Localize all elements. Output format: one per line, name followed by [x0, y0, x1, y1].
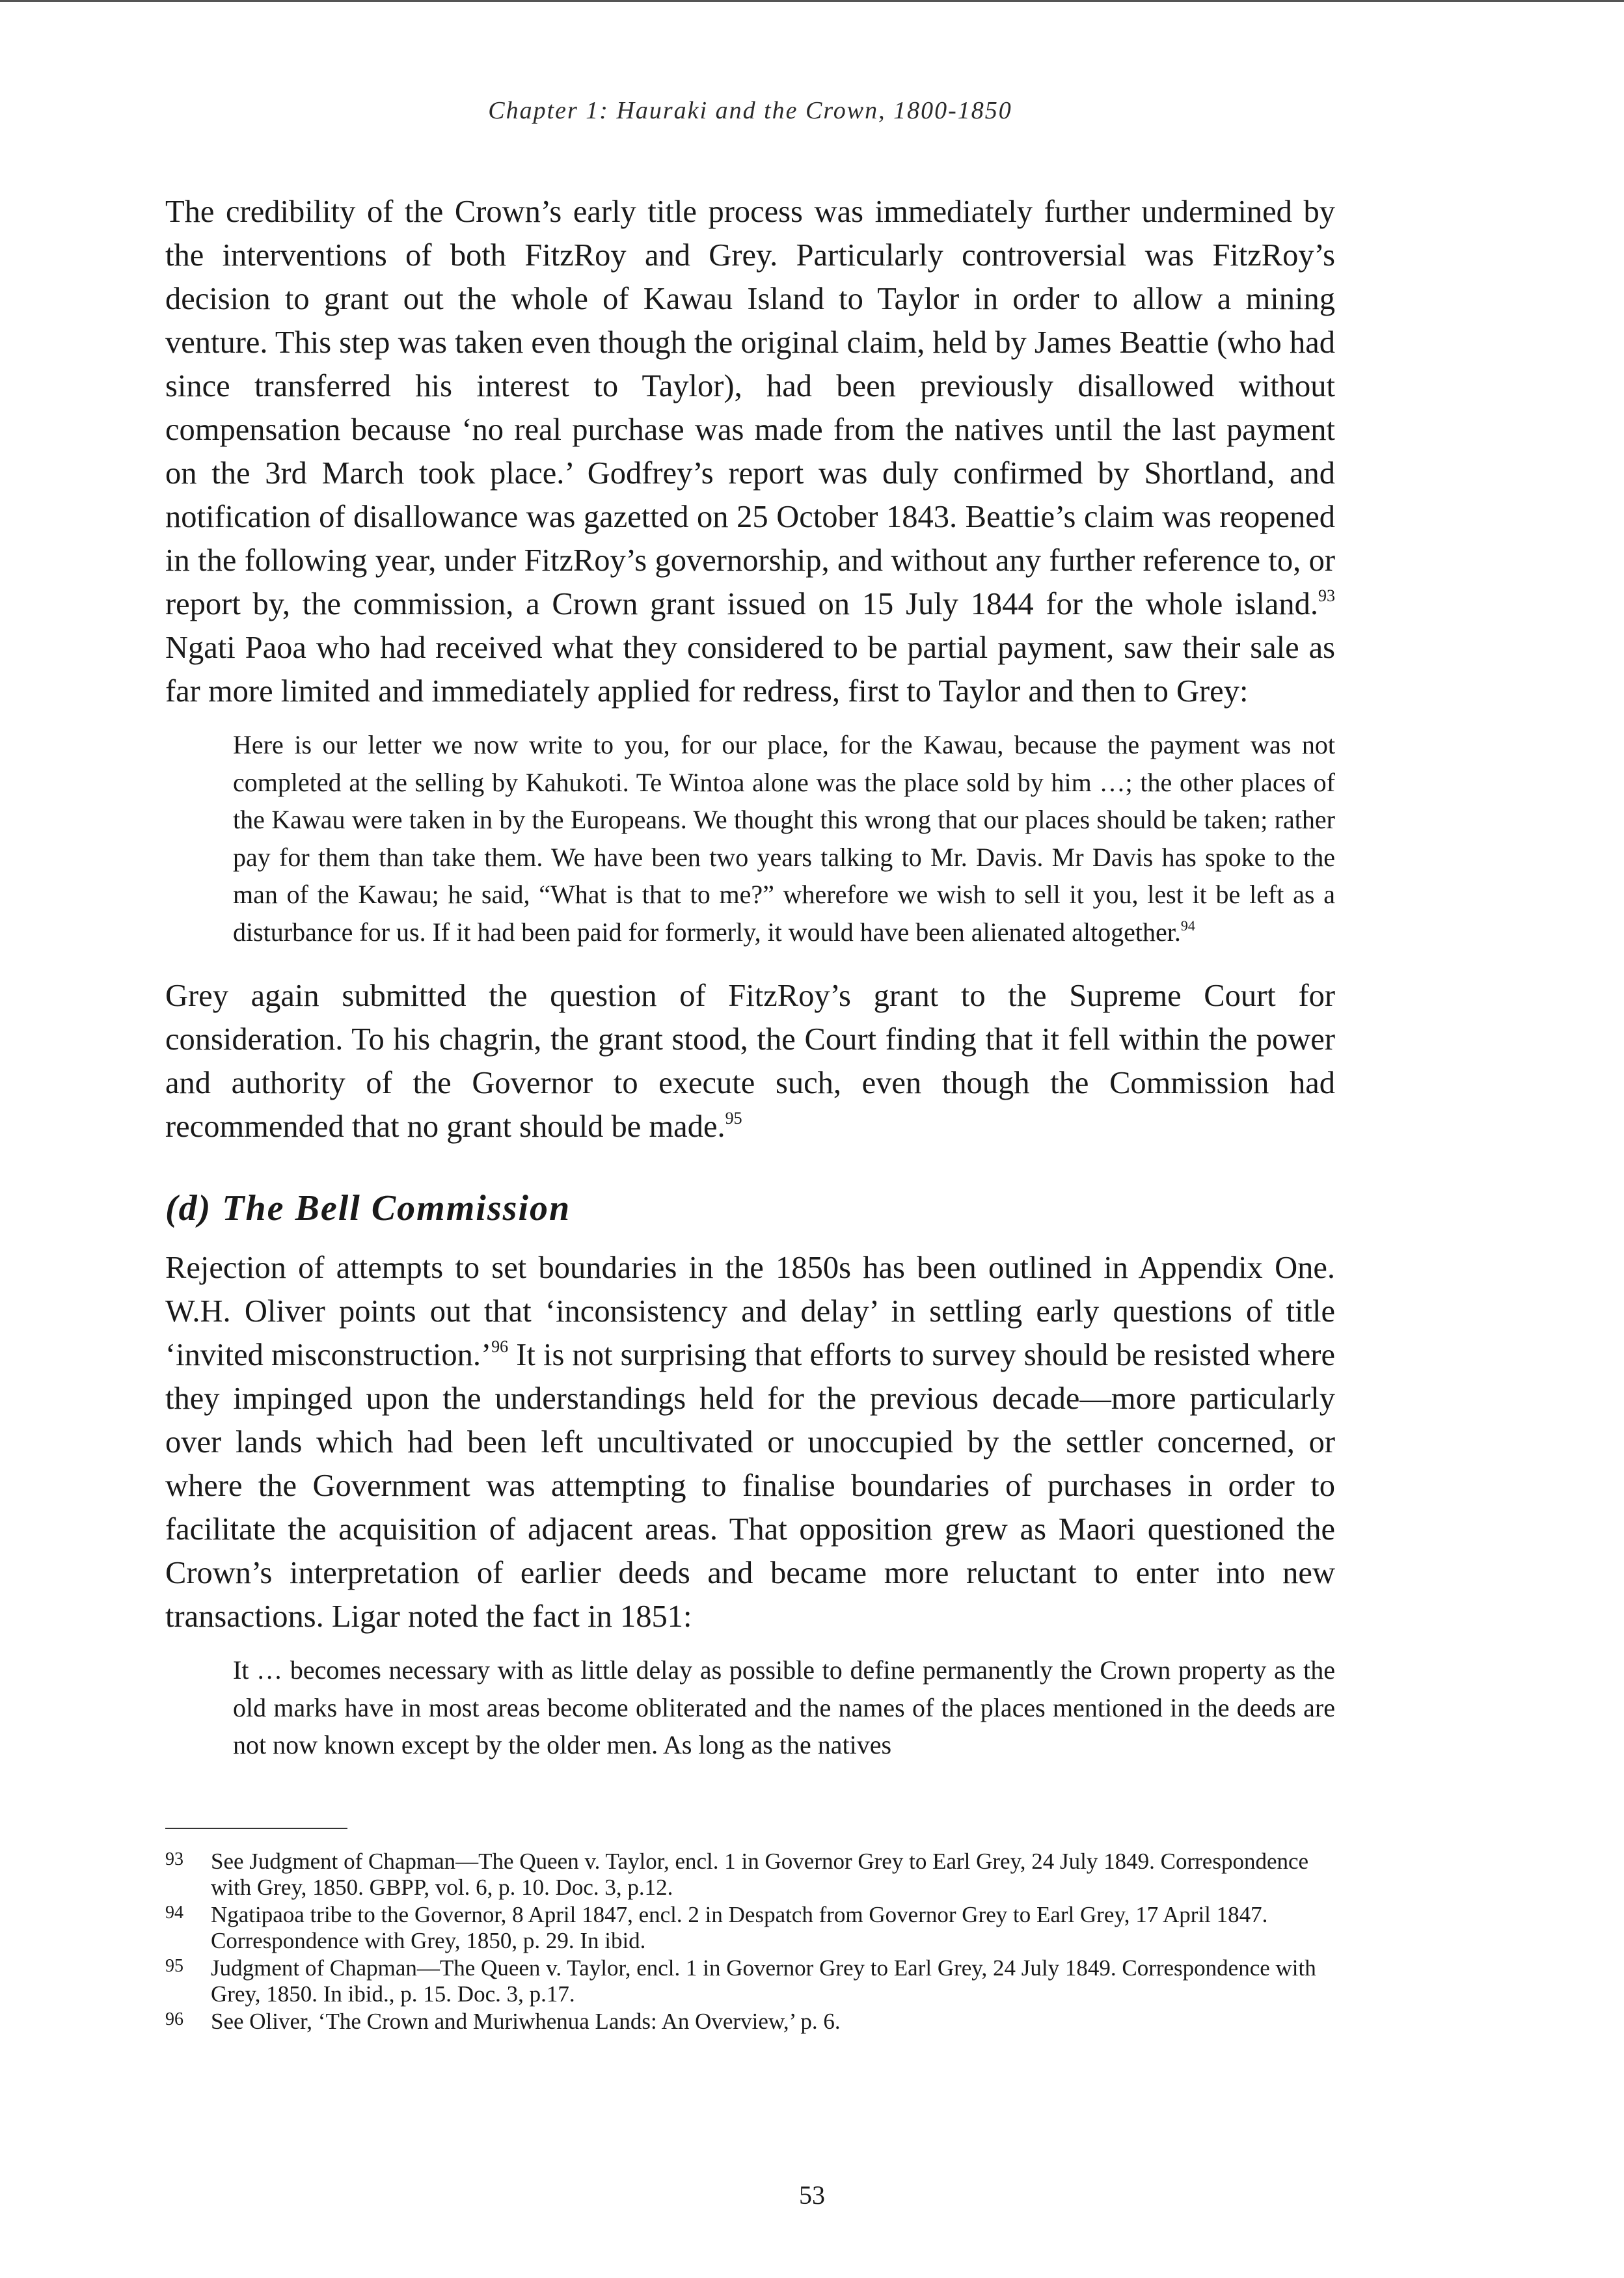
footnote-ref-95[interactable]: 95	[725, 1109, 742, 1128]
block-quote-ngatipaoa-letter	[233, 726, 1335, 951]
block-quote-ligar	[233, 1651, 1335, 1764]
quote-text: Here is our letter we now write to you, for our place, for the Kawau, because the payment was not completed at the selling by Kahukoti. Te Wintoa alone was the place sold by him …; the other places of the Kawau were taken in by the Europeans. We thought this wrong that our places should be taken; rather pay for them than take them. We have been two years talking to Mr. Davis. Mr Davis has spoke to the man of the Kawau; he said, “What is that to me?” wherefore we wish to sell it you, lest it be left as a disturbance for us. If it had been paid for formerly, it would have been alienated altogether.	[233, 730, 1335, 947]
footnote-number: 93	[165, 1849, 183, 1869]
footnote-ref-96[interactable]: 96	[491, 1337, 509, 1356]
footnote-96	[165, 2009, 1335, 2035]
footnote-divider	[165, 1828, 347, 1829]
paragraph-boundaries	[165, 1246, 1335, 1638]
footnote-text: Ngatipaoa tribe to the Governor, 8 April 1847, encl. 2 in Despatch from Governor Grey to Earl Grey, 17 April 1847. Correspondence with Grey, 1850, p. 29. In ibid.	[211, 1901, 1268, 1953]
paragraph-text: Grey again submitted the question of FitzRoy’s grant to the Supreme Court for consideration. To his chagrin, the grant stood, the Court finding that it fell within the power and authority of the Governor to execute such, even though the Commission had recommended that no grant should be made.	[165, 979, 1335, 1144]
paragraph-text: Rejection of attempts to set boundaries in the 1850s has been outlined in Appendix One. W.H. Oliver points out that ‘inconsistency and delay’ in settling early questions of title ‘invited misconstruction.’	[165, 1251, 1335, 1372]
top-border-rule	[0, 0, 1624, 2]
footnote-text: See Oliver, ‘The Crown and Muriwhenua Lands: An Overview,’ p. 6.	[211, 2008, 841, 2034]
footnote-text: See Judgment of Chapman—The Queen v. Taylor, encl. 1 in Governor Grey to Earl Grey, 24 July 1849. Correspondence with Grey, 1850. GBPP, vol. 6, p. 10. Doc. 3, p.12.	[211, 1848, 1309, 1900]
footnote-ref-93[interactable]: 93	[1318, 586, 1335, 605]
paragraph-text: The credibility of the Crown’s early title process was immediately further undermined by the interventions of both FitzRoy and Grey. Particularly controversial was FitzRoy’s decision to grant out the whole of Kawau Island to Taylor in order to allow a mining venture. This step was taken even though the original claim, held by James Beattie (who had since transferred his interest to Taylor), had been previously disallowed without compensation because ‘no real purchase was made from the natives until the last payment on the 3rd March took place.’ Godfrey’s report was duly confirmed by Shortland, and notification of disallowance was gazetted on 25 October 1843. Beattie’s claim was reopened in the following year, under FitzRoy’s governorship, and without any further reference to, or report by, the commission, a Crown grant issued on 15 July 1844 for the whole island.	[165, 195, 1335, 621]
paragraph-supreme-court	[165, 974, 1335, 1148]
footnotes-list	[165, 1849, 1335, 2035]
footnote-94	[165, 1902, 1335, 1954]
running-head: Chapter 1: Hauraki and the Crown, 1800-1850	[488, 97, 1012, 124]
footnote-text: Judgment of Chapman—The Queen v. Taylor, encl. 1 in Governor Grey to Earl Grey, 24 July 1849. Correspondence with Grey, 1850. In ibid., p. 15. Doc. 3, p.17.	[211, 1955, 1316, 2007]
footnote-number: 95	[165, 1955, 183, 1976]
document-page	[165, 96, 1335, 2036]
footnote-ref-94[interactable]: 94	[1180, 917, 1195, 934]
quote-text: It … becomes necessary with as little delay as possible to define permanently the Crown property as the old marks have in most areas become obliterated and the names of the places mentioned in the deeds are not now known except by the older men. As long as the natives	[233, 1655, 1335, 1759]
footnote-number: 94	[165, 1902, 183, 1923]
paragraph-text: It is not surprising that efforts to survey should be resisted where they impinged upon the understandings held for the previous decade—more particularly over lands which had been left uncultivated or unoccupied by the settler concerned, or where the Government was attempting to finalise boundaries of purchases in order to facilitate the acquisition of adjacent areas. That opposition grew as Maori questioned the Crown’s interpretation of earlier deeds and became more reluctant to enter into new transactions. Ligar noted the fact in 1851:	[165, 1338, 1335, 1634]
page-number: 53	[799, 2180, 825, 2210]
footnote-93	[165, 1849, 1335, 1901]
paragraph-kawau-grant	[165, 190, 1335, 713]
paragraph-text: Ngati Paoa who had received what they considered to be partial payment, saw their sale as far more limited and immediately applied for redress, first to Taylor and then to Grey:	[165, 631, 1335, 709]
footnote-95	[165, 1955, 1335, 2007]
section-heading: (d) The Bell Commission	[165, 1188, 571, 1228]
footnote-number: 96	[165, 2009, 183, 2029]
